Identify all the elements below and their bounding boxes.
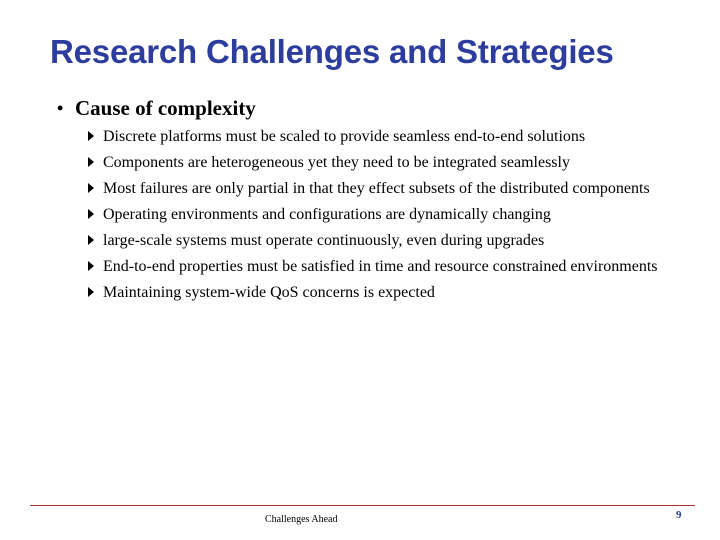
sub-bullet-item — [87, 152, 687, 173]
sub-bullet-text: Components are heterogeneous yet they need to be integrated seamlessly — [103, 154, 570, 171]
sub-bullet-item — [87, 126, 687, 147]
triangle-bullet-icon — [88, 209, 94, 219]
triangle-bullet-icon — [88, 183, 94, 193]
sub-bullet-text: Operating environments and configurations are dynamically changing — [103, 206, 551, 223]
slide-title: Research Challenges and Strategies — [50, 33, 614, 70]
sub-bullet-text: Most failures are only partial in that they effect subsets of the distributed components — [103, 180, 650, 197]
sub-bullet-item — [87, 178, 687, 199]
sub-bullet-text: large-scale systems must operate continuously, even during upgrades — [103, 232, 545, 249]
sub-bullet-text: Discrete platforms must be scaled to provide seamless end-to-end solutions — [103, 128, 586, 145]
sub-bullet-item — [87, 204, 687, 225]
triangle-bullet-icon — [88, 287, 94, 297]
main-bullet-text: Cause of complexity — [75, 96, 256, 120]
sub-bullet-list — [87, 126, 687, 308]
triangle-bullet-icon — [88, 235, 94, 245]
sub-bullet-text: Maintaining system-wide QoS concerns is expected — [103, 284, 435, 301]
sub-bullet-item — [87, 282, 687, 303]
sub-bullet-text: End-to-end properties must be satisfied in time and resource constrained environments — [103, 258, 658, 275]
footer-divider — [30, 505, 695, 506]
sub-bullet-item — [87, 256, 687, 277]
sub-bullet-item — [87, 230, 687, 251]
footer-label: Challenges Ahead — [265, 514, 338, 525]
main-bullet — [57, 96, 256, 121]
page-number: 9 — [676, 509, 682, 521]
triangle-bullet-icon — [88, 157, 94, 167]
triangle-bullet-icon — [88, 261, 94, 271]
bullet-dot-icon: • — [57, 98, 64, 118]
triangle-bullet-icon — [88, 131, 94, 141]
